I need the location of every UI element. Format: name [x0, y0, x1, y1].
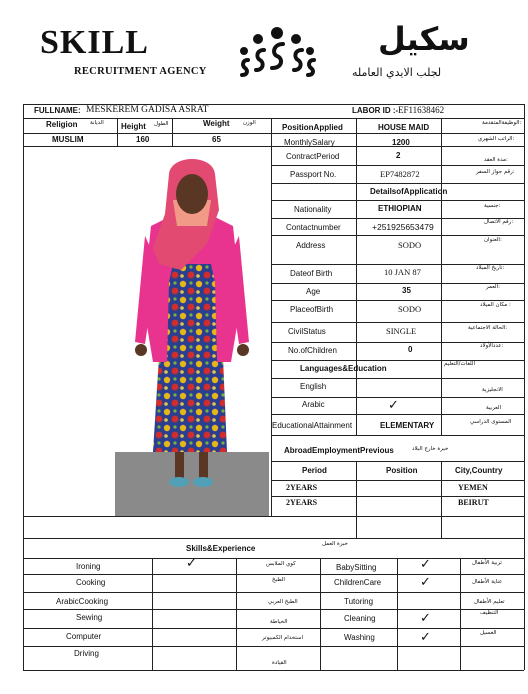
- abroad-city: YEMEN: [458, 483, 488, 492]
- skills-heading-ar: خبرة العمل: [322, 541, 348, 547]
- abroad-period: 2YEARS: [286, 483, 318, 492]
- pob-value: SODO: [398, 304, 422, 314]
- col-position: Position: [386, 466, 418, 475]
- brand-subtitle: RECRUITMENT AGENCY: [74, 66, 207, 77]
- education-value: ELEMENTARY: [380, 421, 435, 430]
- children-label: No.ofChildren: [288, 346, 337, 355]
- arabic-label-ar: العربية: [486, 405, 502, 411]
- religion-label: Religion: [46, 120, 78, 129]
- col-period: Period: [302, 466, 327, 475]
- skill-label-ar: الطبخ: [272, 577, 285, 583]
- agency-logo-icon: [236, 26, 318, 80]
- skill-label: Sewing: [76, 613, 103, 622]
- skill-label-ar: عناية الأطفال: [472, 579, 503, 585]
- skill-check-icon: ✓: [420, 611, 431, 626]
- fullname-value: MESKEREM GADISA ASRAT: [86, 105, 209, 115]
- education-label-ar: المستوى الدراسي: [470, 419, 512, 425]
- civil-status-label: CivilStatus: [288, 327, 326, 336]
- labor-id-value: EF11638462: [398, 105, 445, 115]
- fullname-label: FULLNAME:: [34, 106, 81, 115]
- skill-label: Ironing: [76, 562, 101, 571]
- address-label: Address: [296, 241, 326, 250]
- abroad-heading: AbroadEmploymentPrevious: [284, 446, 394, 455]
- skill-label: Tutoring: [344, 597, 374, 606]
- age-label: Age: [306, 287, 321, 296]
- skills-heading: Skills&Experience: [186, 544, 256, 553]
- skill-label-ar: استخدام الكمبيوتر: [262, 635, 304, 641]
- skill-label-ar: كوي الملابس: [266, 561, 296, 567]
- children-value: 0: [408, 345, 413, 354]
- abroad-city: BEIRUT: [458, 498, 489, 507]
- skill-label: BabySitting: [336, 563, 377, 572]
- skill-label: ChildrenCare: [334, 578, 382, 587]
- position-label: PositionApplied: [282, 123, 343, 132]
- dob-label-ar: تاريخ الميلاد:: [476, 265, 505, 271]
- skill-label-ar: تربية الأطفال: [472, 560, 502, 566]
- religion-value: MUSLIM: [52, 135, 84, 144]
- applicant-photo: [115, 152, 269, 516]
- skill-label-ar: الطبخ العربي: [268, 599, 298, 605]
- salary-label-ar: الراتب الشهري:: [478, 136, 515, 142]
- skill-label-ar: الخياطة: [270, 619, 288, 625]
- religion-label-ar: الديانة: [90, 120, 104, 126]
- abroad-period: 2YEARS: [286, 498, 318, 507]
- skill-label: Driving: [74, 649, 99, 658]
- nationality-label-ar: جنسية:: [484, 203, 501, 209]
- civil-status-value: SINGLE: [386, 326, 417, 336]
- nationality-value: ETHIOPIAN: [378, 204, 422, 213]
- contact-value: +251925653479: [372, 222, 434, 232]
- brand-name: SKILL: [40, 24, 149, 61]
- age-label-ar: العمر:: [486, 284, 500, 290]
- skill-label: ArabicCooking: [56, 597, 109, 606]
- civil-status-label-ar: الحالة الاجتماعية:: [468, 325, 508, 331]
- english-label: English: [300, 382, 327, 391]
- labor-id-label: LABOR ID :-: [352, 106, 399, 115]
- children-label-ar: عددالأولاد:: [480, 343, 504, 349]
- dob-label: Dateof Birth: [290, 269, 333, 278]
- height-value: 160: [136, 135, 150, 144]
- skill-label-ar: الغسيل: [480, 630, 497, 636]
- job-label-ar: الوظيفةالمتقدمة:: [482, 120, 522, 126]
- address-value: SODO: [398, 240, 422, 250]
- salary-label: MonthlySalary: [284, 138, 335, 147]
- arabic-label: Arabic: [302, 400, 325, 409]
- pob-label: PlaceofBirth: [290, 305, 334, 314]
- contact-label-ar: رقم الاتصال:: [484, 219, 514, 225]
- position-value: HOUSE MAID: [378, 123, 430, 132]
- contract-value: 2: [396, 151, 401, 160]
- contact-label: Contactnumber: [286, 223, 341, 232]
- passport-value: EP7482872: [380, 169, 420, 179]
- english-label-ar: الانجليزية: [482, 387, 503, 393]
- skill-label: Computer: [66, 632, 102, 641]
- skill-label: Washing: [344, 633, 375, 642]
- skill-label: Cooking: [76, 578, 106, 587]
- passport-label-ar: رقم جواز السفر:: [476, 169, 515, 175]
- weight-value: 65: [212, 135, 221, 144]
- skill-label-ar: تعليم الأطفال: [474, 599, 505, 605]
- skill-label: Cleaning: [344, 614, 376, 623]
- skill-check-icon: ✓: [420, 630, 431, 645]
- details-heading: DetailsofApplication: [370, 187, 448, 196]
- abroad-heading-ar: خبرة خارج البلاد: [412, 446, 449, 452]
- weight-label: Weight: [203, 119, 230, 128]
- address-label-ar: العنوان:: [484, 237, 502, 243]
- contract-label: ContractPeriod: [286, 152, 340, 161]
- pob-label-ar: مكان الميلاد :: [480, 302, 511, 308]
- passport-label: Passport No.: [290, 170, 337, 179]
- dob-value: 10 JAN 87: [384, 267, 421, 277]
- weight-label-ar: الوزن: [243, 120, 256, 126]
- height-label: Height: [121, 122, 146, 131]
- col-city: City,Country: [455, 466, 503, 475]
- skill-check-icon: ✓: [186, 556, 197, 571]
- skill-check-icon: ✓: [420, 575, 431, 590]
- arabic-brand: سكيل: [378, 20, 470, 58]
- education-label: EducationalAttainment: [272, 421, 353, 430]
- nationality-label: Nationality: [294, 205, 332, 214]
- languages-heading: Languages&Education: [300, 364, 387, 373]
- skill-check-icon: ✓: [420, 557, 431, 572]
- skill-label-ar: القيادة: [272, 660, 287, 666]
- arabic-check-icon: ✓: [388, 398, 399, 413]
- contract-label-ar: مدة العقد:: [484, 157, 508, 163]
- height-label-ar: الطول: [154, 121, 169, 127]
- languages-heading-ar: اللغات/التعليم: [444, 361, 476, 367]
- salary-value: 1200: [392, 138, 410, 147]
- skill-label-ar: التنظيف: [480, 610, 499, 616]
- age-value: 35: [402, 286, 411, 295]
- arabic-subtitle: لجلب الايدي العامله: [352, 66, 442, 79]
